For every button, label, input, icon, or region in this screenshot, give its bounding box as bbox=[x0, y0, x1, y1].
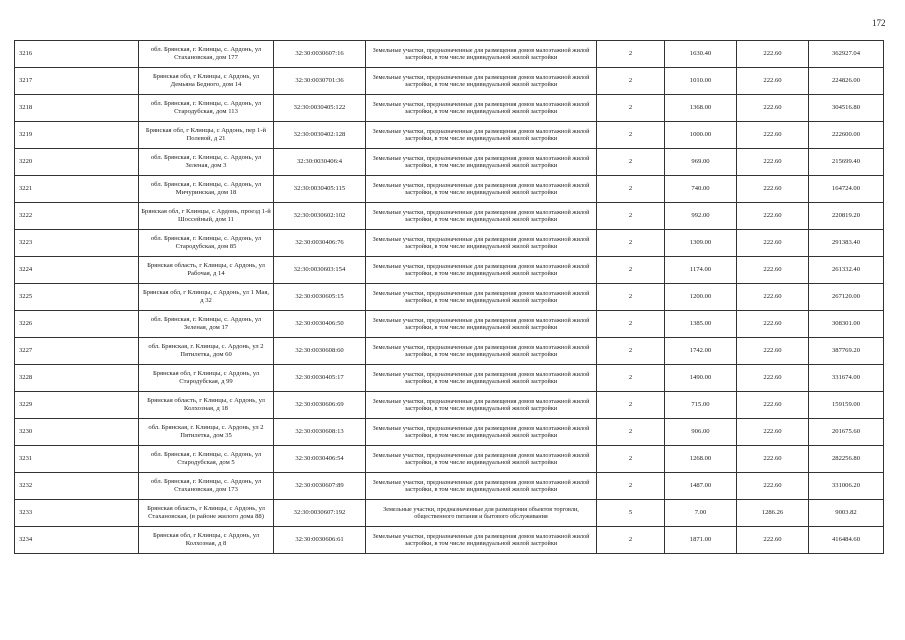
cadastral-value-cell: 261332.40 bbox=[809, 257, 884, 284]
address-cell: Брянская обл, г Клинцы, с Ардонь, пер 1-й Полевой, д 21 bbox=[139, 122, 274, 149]
table-row bbox=[15, 446, 884, 473]
land-use-cell: Земельные участки, предназначенные для размещения домов малоэтажной жилой застройки, в том числе индивидуальной жилой застройки bbox=[366, 473, 597, 500]
table-row bbox=[15, 95, 884, 122]
land-use-cell: Земельные участки, предназначенные для размещения домов малоэтажной жилой застройки, в том числе индивидуальной жилой застройки bbox=[366, 311, 597, 338]
specific-value-cell: 222.60 bbox=[737, 230, 809, 257]
group-cell: 2 bbox=[597, 68, 665, 95]
row-number: 3217 bbox=[15, 68, 139, 95]
address-cell: обл. Брянская, г. Клинцы, с. Ардонь, ул Стахановская, дом 173 bbox=[139, 473, 274, 500]
land-use-cell: Земельные участки, предназначенные для размещения домов малоэтажной жилой застройки, в том числе индивидуальной жилой застройки bbox=[366, 419, 597, 446]
specific-value-cell: 222.60 bbox=[737, 338, 809, 365]
land-use-cell: Земельные участки, предназначенные для размещения домов малоэтажной жилой застройки, в том числе индивидуальной жилой застройки bbox=[366, 527, 597, 554]
group-cell: 2 bbox=[597, 527, 665, 554]
table-row bbox=[15, 500, 884, 527]
row-number: 3228 bbox=[15, 365, 139, 392]
specific-value-cell: 1286.26 bbox=[737, 500, 809, 527]
cadastral-number-cell: 32:30:0030701:36 bbox=[274, 68, 366, 95]
land-use-cell: Земельные участки, предназначенные для размещения домов малоэтажной жилой застройки, в том числе индивидуальной жилой застройки bbox=[366, 365, 597, 392]
specific-value-cell: 222.60 bbox=[737, 41, 809, 68]
area-cell: 740.00 bbox=[665, 176, 737, 203]
group-cell: 2 bbox=[597, 392, 665, 419]
address-cell: обл. Брянская, г. Клинцы, с. Ардонь, ул Стародубская, дом 5 bbox=[139, 446, 274, 473]
specific-value-cell: 222.60 bbox=[737, 284, 809, 311]
group-cell: 2 bbox=[597, 338, 665, 365]
land-plots-table bbox=[14, 40, 884, 554]
cadastral-value-cell: 215699.40 bbox=[809, 149, 884, 176]
table-row bbox=[15, 122, 884, 149]
row-number: 3234 bbox=[15, 527, 139, 554]
area-cell: 1487.00 bbox=[665, 473, 737, 500]
table-row bbox=[15, 230, 884, 257]
cadastral-number-cell: 32:30:0030405:115 bbox=[274, 176, 366, 203]
area-cell: 992.00 bbox=[665, 203, 737, 230]
specific-value-cell: 222.60 bbox=[737, 95, 809, 122]
group-cell: 2 bbox=[597, 311, 665, 338]
land-use-cell: Земельные участки, предназначенные для размещения домов малоэтажной жилой застройки, в том числе индивидуальной жилой застройки bbox=[366, 257, 597, 284]
group-cell: 2 bbox=[597, 446, 665, 473]
row-number: 3222 bbox=[15, 203, 139, 230]
address-cell: Брянская обл, г Клинцы, с Ардонь, ул Демьяна Бедного, дом 14 bbox=[139, 68, 274, 95]
cadastral-value-cell: 308301.00 bbox=[809, 311, 884, 338]
area-cell: 1200.00 bbox=[665, 284, 737, 311]
table-row bbox=[15, 527, 884, 554]
area-cell: 1174.00 bbox=[665, 257, 737, 284]
group-cell: 2 bbox=[597, 203, 665, 230]
row-number: 3220 bbox=[15, 149, 139, 176]
area-cell: 1368.00 bbox=[665, 95, 737, 122]
cadastral-number-cell: 32:30:0030406:76 bbox=[274, 230, 366, 257]
cadastral-number-cell: 32:30:0030402:128 bbox=[274, 122, 366, 149]
row-number: 3216 bbox=[15, 41, 139, 68]
address-cell: обл. Брянская, г. Клинцы, с. Ардонь, ул 2 Пятилетка, дом 60 bbox=[139, 338, 274, 365]
specific-value-cell: 222.60 bbox=[737, 203, 809, 230]
land-use-cell: Земельные участки, предназначенные для размещения домов малоэтажной жилой застройки, в том числе индивидуальной жилой застройки bbox=[366, 284, 597, 311]
row-number: 3219 bbox=[15, 122, 139, 149]
cadastral-number-cell: 32:30:0030602:102 bbox=[274, 203, 366, 230]
group-cell: 2 bbox=[597, 257, 665, 284]
address-cell: Брянская обл, г Клинцы, с Ардонь, проезд 1-й Шоссейный, дом 11 bbox=[139, 203, 274, 230]
land-use-cell: Земельные участки, предназначенные для размещения домов малоэтажной жилой застройки, в том числе индивидуальной жилой застройки bbox=[366, 338, 597, 365]
land-use-cell: Земельные участки, предназначенные для размещения домов малоэтажной жилой застройки, в том числе индивидуальной жилой застройки bbox=[366, 230, 597, 257]
cadastral-value-cell: 291383.40 bbox=[809, 230, 884, 257]
row-number: 3226 bbox=[15, 311, 139, 338]
cadastral-value-cell: 362927.04 bbox=[809, 41, 884, 68]
address-cell: обл. Брянская, г. Клинцы, с. Ардонь, ул 2 Пятилетка, дом 35 bbox=[139, 419, 274, 446]
group-cell: 2 bbox=[597, 419, 665, 446]
cadastral-value-cell: 224826.00 bbox=[809, 68, 884, 95]
area-cell: 1490.00 bbox=[665, 365, 737, 392]
cadastral-value-cell: 159159.00 bbox=[809, 392, 884, 419]
group-cell: 2 bbox=[597, 284, 665, 311]
address-cell: обл. Брянская, г. Клинцы, с. Ардонь, ул Стародубская, дом 113 bbox=[139, 95, 274, 122]
area-cell: 1630.40 bbox=[665, 41, 737, 68]
land-use-cell: Земельные участки, предназначенные для размещения домов малоэтажной жилой застройки, в том числе индивидуальной жилой застройки bbox=[366, 149, 597, 176]
row-number: 3232 bbox=[15, 473, 139, 500]
group-cell: 2 bbox=[597, 176, 665, 203]
group-cell: 2 bbox=[597, 230, 665, 257]
cadastral-number-cell: 32:30:0030606:69 bbox=[274, 392, 366, 419]
group-cell: 2 bbox=[597, 41, 665, 68]
cadastral-number-cell: 32:30:0030406:4 bbox=[274, 149, 366, 176]
page-number: 172 bbox=[872, 18, 886, 28]
cadastral-value-cell: 416484.60 bbox=[809, 527, 884, 554]
group-cell: 2 bbox=[597, 122, 665, 149]
table-row bbox=[15, 311, 884, 338]
table-row bbox=[15, 284, 884, 311]
address-cell: Брянская область, г Клинцы, с Ардонь, ул Стахановская, (в районе жилого дома 88) bbox=[139, 500, 274, 527]
cadastral-value-cell: 222600.00 bbox=[809, 122, 884, 149]
address-cell: обл. Брянская, г. Клинцы, с. Ардонь, ул Зеленая, дом 3 bbox=[139, 149, 274, 176]
address-cell: Брянская обл, г Клинцы, с Ардонь, ул Колхозная, д 8 bbox=[139, 527, 274, 554]
specific-value-cell: 222.60 bbox=[737, 149, 809, 176]
table-row bbox=[15, 203, 884, 230]
table-row bbox=[15, 41, 884, 68]
land-use-cell: Земельные участки, предназначенные для размещения домов малоэтажной жилой застройки, в том числе индивидуальной жилой застройки bbox=[366, 122, 597, 149]
land-use-cell: Земельные участки, предназначенные для размещения объектов торговли, общественного питания и бытового обслуживания bbox=[366, 500, 597, 527]
specific-value-cell: 222.60 bbox=[737, 527, 809, 554]
cadastral-value-cell: 164724.00 bbox=[809, 176, 884, 203]
table-row bbox=[15, 338, 884, 365]
table-row bbox=[15, 365, 884, 392]
address-cell: Брянская область, г Клинцы, с Ардонь, ул Рабочая, д 14 bbox=[139, 257, 274, 284]
group-cell: 2 bbox=[597, 149, 665, 176]
table-row bbox=[15, 419, 884, 446]
area-cell: 715.00 bbox=[665, 392, 737, 419]
row-number: 3231 bbox=[15, 446, 139, 473]
land-use-cell: Земельные участки, предназначенные для размещения домов малоэтажной жилой застройки, в том числе индивидуальной жилой застройки bbox=[366, 41, 597, 68]
group-cell: 2 bbox=[597, 95, 665, 122]
cadastral-number-cell: 32:30:0030607:192 bbox=[274, 500, 366, 527]
area-cell: 1309.00 bbox=[665, 230, 737, 257]
specific-value-cell: 222.60 bbox=[737, 68, 809, 95]
cadastral-number-cell: 32:30:0030405:17 bbox=[274, 365, 366, 392]
cadastral-value-cell: 387769.20 bbox=[809, 338, 884, 365]
row-number: 3225 bbox=[15, 284, 139, 311]
address-cell: обл. Брянская, г. Клинцы, с. Ардонь, ул Мичуринская, дом 18 bbox=[139, 176, 274, 203]
land-use-cell: Земельные участки, предназначенные для размещения домов малоэтажной жилой застройки, в том числе индивидуальной жилой застройки bbox=[366, 446, 597, 473]
area-cell: 1000.00 bbox=[665, 122, 737, 149]
row-number: 3230 bbox=[15, 419, 139, 446]
cadastral-number-cell: 32:30:0030607:16 bbox=[274, 41, 366, 68]
cadastral-value-cell: 201675.60 bbox=[809, 419, 884, 446]
cadastral-number-cell: 32:30:0030405:122 bbox=[274, 95, 366, 122]
table-row bbox=[15, 257, 884, 284]
cadastral-value-cell: 331674.00 bbox=[809, 365, 884, 392]
area-cell: 1742.00 bbox=[665, 338, 737, 365]
specific-value-cell: 222.60 bbox=[737, 311, 809, 338]
cadastral-number-cell: 32:30:0030607:89 bbox=[274, 473, 366, 500]
group-cell: 2 bbox=[597, 365, 665, 392]
cadastral-number-cell: 32:30:0030608:60 bbox=[274, 338, 366, 365]
cadastral-value-cell: 331006.20 bbox=[809, 473, 884, 500]
area-cell: 1385.00 bbox=[665, 311, 737, 338]
cadastral-number-cell: 32:30:0030406:54 bbox=[274, 446, 366, 473]
address-cell: Брянская область, г Клинцы, с Ардонь, ул Колхозная, д 18 bbox=[139, 392, 274, 419]
group-cell: 5 bbox=[597, 500, 665, 527]
cadastral-value-cell: 220819.20 bbox=[809, 203, 884, 230]
area-cell: 969.00 bbox=[665, 149, 737, 176]
address-cell: Брянская обл, г Клинцы, с Ардонь, ул 1 Мая, д 32 bbox=[139, 284, 274, 311]
specific-value-cell: 222.60 bbox=[737, 392, 809, 419]
table-body bbox=[15, 41, 884, 554]
land-use-cell: Земельные участки, предназначенные для размещения домов малоэтажной жилой застройки, в том числе индивидуальной жилой застройки bbox=[366, 68, 597, 95]
cadastral-value-cell: 9003.82 bbox=[809, 500, 884, 527]
specific-value-cell: 222.60 bbox=[737, 122, 809, 149]
cadastral-value-cell: 267120.00 bbox=[809, 284, 884, 311]
row-number: 3229 bbox=[15, 392, 139, 419]
table-row bbox=[15, 473, 884, 500]
cadastral-number-cell: 32:30:0030606:61 bbox=[274, 527, 366, 554]
cadastral-value-cell: 304516.80 bbox=[809, 95, 884, 122]
specific-value-cell: 222.60 bbox=[737, 419, 809, 446]
land-use-cell: Земельные участки, предназначенные для размещения домов малоэтажной жилой застройки, в том числе индивидуальной жилой застройки bbox=[366, 203, 597, 230]
area-cell: 1871.00 bbox=[665, 527, 737, 554]
table-row bbox=[15, 68, 884, 95]
row-number: 3223 bbox=[15, 230, 139, 257]
area-cell: 906.00 bbox=[665, 419, 737, 446]
address-cell: обл. Брянская, г. Клинцы, с. Ардонь, ул Стародубская, дом 85 bbox=[139, 230, 274, 257]
specific-value-cell: 222.60 bbox=[737, 446, 809, 473]
specific-value-cell: 222.60 bbox=[737, 365, 809, 392]
table-row bbox=[15, 176, 884, 203]
cadastral-number-cell: 32:30:0030406:50 bbox=[274, 311, 366, 338]
cadastral-number-cell: 32:30:0030603:154 bbox=[274, 257, 366, 284]
address-cell: обл. Брянская, г. Клинцы, с. Ардонь, ул Зеленая, дом 17 bbox=[139, 311, 274, 338]
table-row bbox=[15, 392, 884, 419]
row-number: 3227 bbox=[15, 338, 139, 365]
row-number: 3218 bbox=[15, 95, 139, 122]
area-cell: 1010.00 bbox=[665, 68, 737, 95]
area-cell: 1268.00 bbox=[665, 446, 737, 473]
address-cell: обл. Брянская, г. Клинцы, с. Ардонь, ул Стахановская, дом 177 bbox=[139, 41, 274, 68]
table-row bbox=[15, 149, 884, 176]
address-cell: Брянская обл, г Клинцы, с Ардонь, ул Стародубская, д 99 bbox=[139, 365, 274, 392]
cadastral-value-cell: 282256.80 bbox=[809, 446, 884, 473]
cadastral-number-cell: 32:30:0030608:13 bbox=[274, 419, 366, 446]
land-use-cell: Земельные участки, предназначенные для размещения домов малоэтажной жилой застройки, в том числе индивидуальной жилой застройки bbox=[366, 95, 597, 122]
row-number: 3224 bbox=[15, 257, 139, 284]
specific-value-cell: 222.60 bbox=[737, 176, 809, 203]
group-cell: 2 bbox=[597, 473, 665, 500]
cadastral-number-cell: 32:30:0030605:15 bbox=[274, 284, 366, 311]
row-number: 3221 bbox=[15, 176, 139, 203]
row-number: 3233 bbox=[15, 500, 139, 527]
area-cell: 7.00 bbox=[665, 500, 737, 527]
specific-value-cell: 222.60 bbox=[737, 473, 809, 500]
land-use-cell: Земельные участки, предназначенные для размещения домов малоэтажной жилой застройки, в том числе индивидуальной жилой застройки bbox=[366, 392, 597, 419]
specific-value-cell: 222.60 bbox=[737, 257, 809, 284]
land-use-cell: Земельные участки, предназначенные для размещения домов малоэтажной жилой застройки, в том числе индивидуальной жилой застройки bbox=[366, 176, 597, 203]
